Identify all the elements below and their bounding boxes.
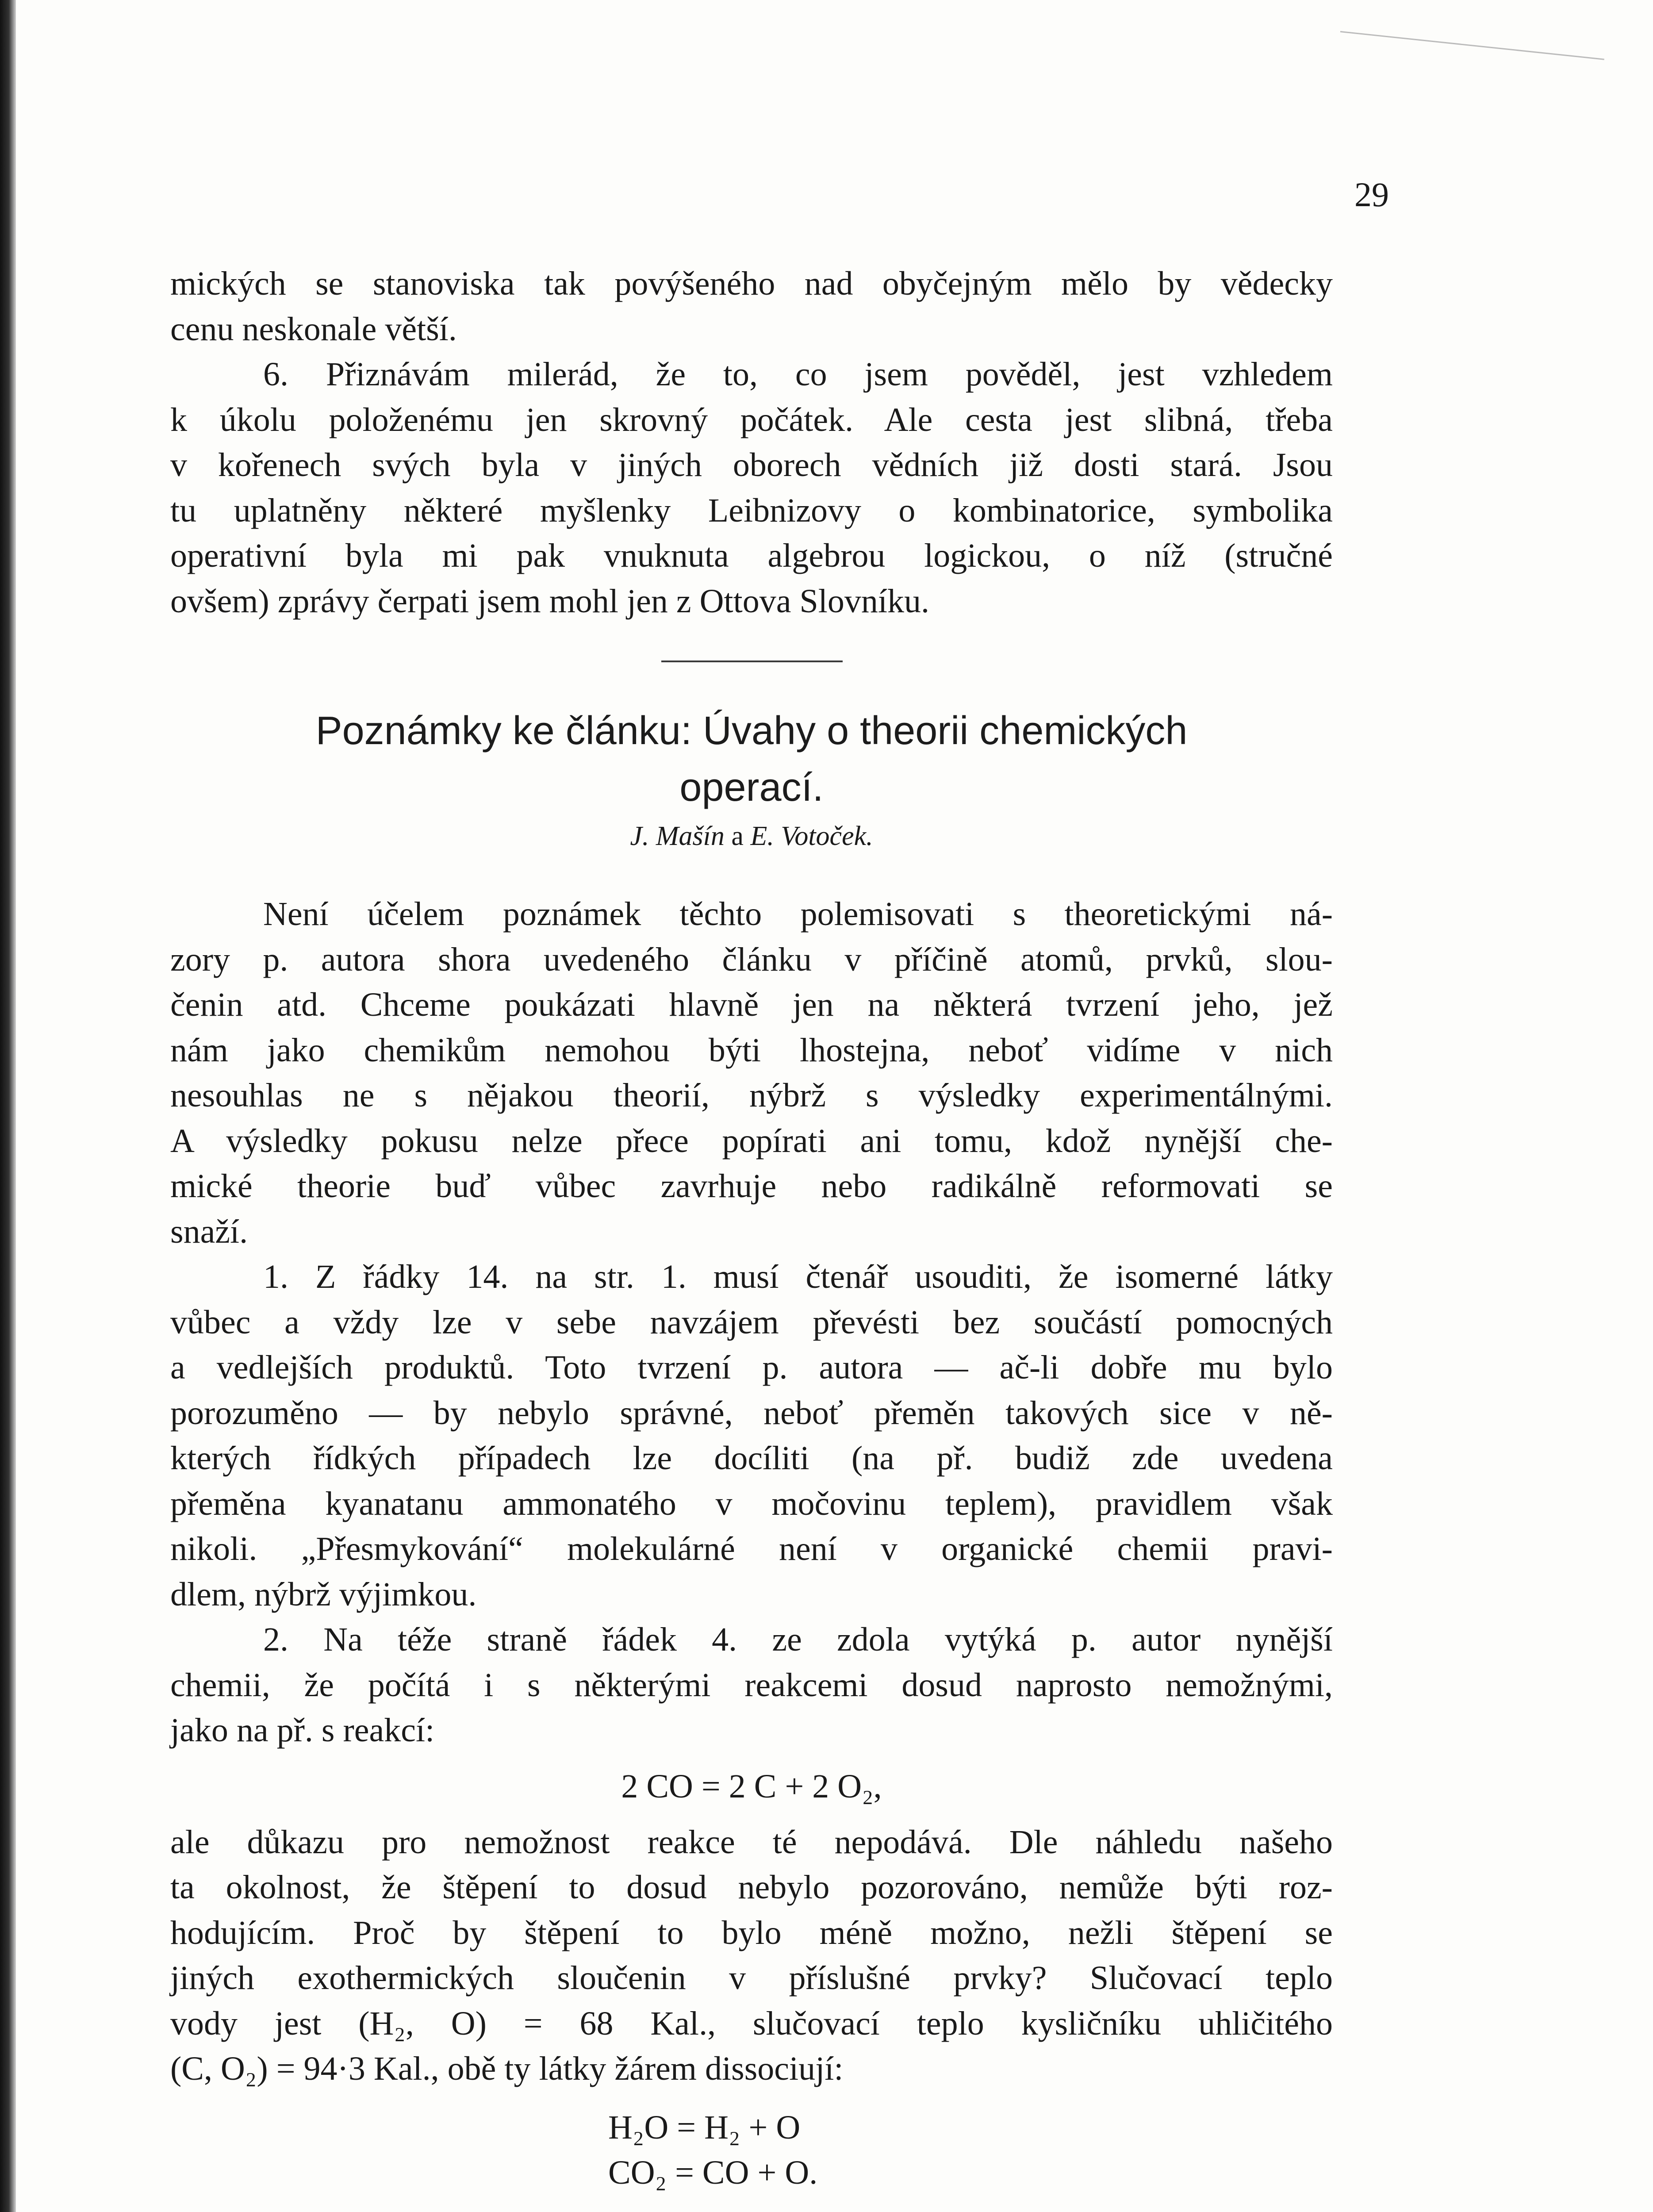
text-line: kterých řídkých případech lze docíliti (na př. budiž zde uvedena	[170, 1440, 1333, 1477]
text-line: 2. Na téže straně řádek 4. ze zdola vytýká p. autor nynější	[263, 1621, 1333, 1658]
text-line: dlem, nýbrž výjimkou.	[170, 1575, 477, 1613]
text-line: a vedlejších produktů. Toto tvrzení p. autora — ač-li dobře mu bylo	[170, 1349, 1333, 1386]
text-line: snaží.	[170, 1213, 248, 1250]
section-divider	[661, 661, 843, 662]
article-authors	[170, 821, 1333, 852]
text-line: čenin atd. Chceme poukázati hlavně jen na některá tvrzení jeho, jež	[170, 986, 1333, 1023]
text-line: (C, O₂) = 94·3 Kal., obě ty látky žárem dissociují:	[170, 2050, 844, 2087]
author-second: E. Votoček.	[750, 821, 873, 851]
text-line: A výsledky pokusu nelze přece popírati ani tomu, kdož nynější che-	[170, 1122, 1333, 1160]
text-line: chemii, že počítá i s některými reakcemi dosud naprosto nemožnými,	[170, 1666, 1333, 1704]
author-first: J. Mašín	[630, 821, 725, 851]
text-line: ale důkazu pro nemožnost reakce té nepodává. Dle náhledu našeho	[170, 1823, 1333, 1861]
text-line: vůbec a vždy lze v sebe navzájem převésti bez součástí pomocných	[170, 1303, 1333, 1341]
equation: CO₂ = CO + O.	[608, 2154, 818, 2191]
equation: 2 CO = 2 C + 2 O₂,	[621, 1767, 882, 1805]
text-line: 6. Přiznávám milerád, že to, co jsem pověděl, jest vzhledem	[263, 356, 1333, 393]
scan-binding-edge	[0, 0, 16, 2212]
text-line: k úkolu položenému jen skrovný počátek. Ale cesta jest slibná, třeba	[170, 401, 1333, 438]
text-line: nikoli. „Přesmykování“ molekulárné není v organické chemii pravi-	[170, 1530, 1333, 1567]
text-line: nám jako chemikům nemohou býti lhostejna, neboť vidíme v nich	[170, 1031, 1333, 1069]
text-line: Není účelem poznámek těchto polemisovati s theoretickými ná-	[263, 895, 1333, 933]
text-line: zory p. autora shora uvedeného článku v příčině atomů, prvků, slou-	[170, 941, 1333, 978]
text-line: mické theorie buď vůbec zavrhuje nebo radikálně reformovati se	[170, 1167, 1333, 1205]
text-line: tu uplatněny některé myšlenky Leibnizovy o kombinatorice, symbolika	[170, 492, 1333, 529]
text-line: ta okolnost, že štěpení to dosud nebylo pozorováno, nemůže býti roz-	[170, 1869, 1333, 1906]
text-line: mických se stanoviska tak povýšeného nad obyčejným mělo by vědecky	[170, 265, 1333, 302]
text-line: ovšem) zprávy čerpati jsem mohl jen z Ottova Slovníku.	[170, 582, 929, 620]
text-line: jiných exothermických sloučenin v příslušné prvky? Slučovací teplo	[170, 1959, 1333, 1997]
page-number: 29	[1354, 175, 1389, 214]
author-conjunction: a	[731, 821, 744, 851]
text-line: přeměna kyanatanu ammonatého v močovinu teplem), pravidlem však	[170, 1485, 1333, 1522]
equation: H₂O = H₂ + O	[608, 2108, 801, 2146]
text-line: nesouhlas ne s nějakou theorií, nýbrž s výsledky experimentálnými.	[170, 1077, 1333, 1114]
text-line: operativní byla mi pak vnuknuta algebrou logickou, o níž (stručné	[170, 537, 1333, 574]
article-title: Poznámky ke článku: Úvahy o theorii chemických	[315, 709, 1188, 753]
scan-artifact-line	[1340, 31, 1604, 60]
text-line: porozuměno — by nebylo správné, neboť přeměn takových sice v ně-	[170, 1394, 1333, 1432]
text-line: vody jest (H₂, O) = 68 Kal., slučovací teplo kysličníku uhličitého	[170, 2005, 1333, 2042]
text-line: cenu neskonale větší.	[170, 310, 457, 348]
text-line: v kořenech svých byla v jiných oborech vědních již dosti stará. Jsou	[170, 446, 1333, 484]
article-title-continued: operací.	[679, 765, 824, 810]
article-body	[170, 891, 1333, 2196]
text-line: jako na př. s reakcí:	[170, 1712, 435, 1749]
intro-paragraphs	[170, 261, 1333, 624]
text-line: hodujícím. Proč by štěpení to bylo méně možno, nežli štěpení se	[170, 1914, 1333, 1951]
text-line: 1. Z řádky 14. na str. 1. musí čtenář usouditi, že isomerné látky	[263, 1258, 1333, 1295]
